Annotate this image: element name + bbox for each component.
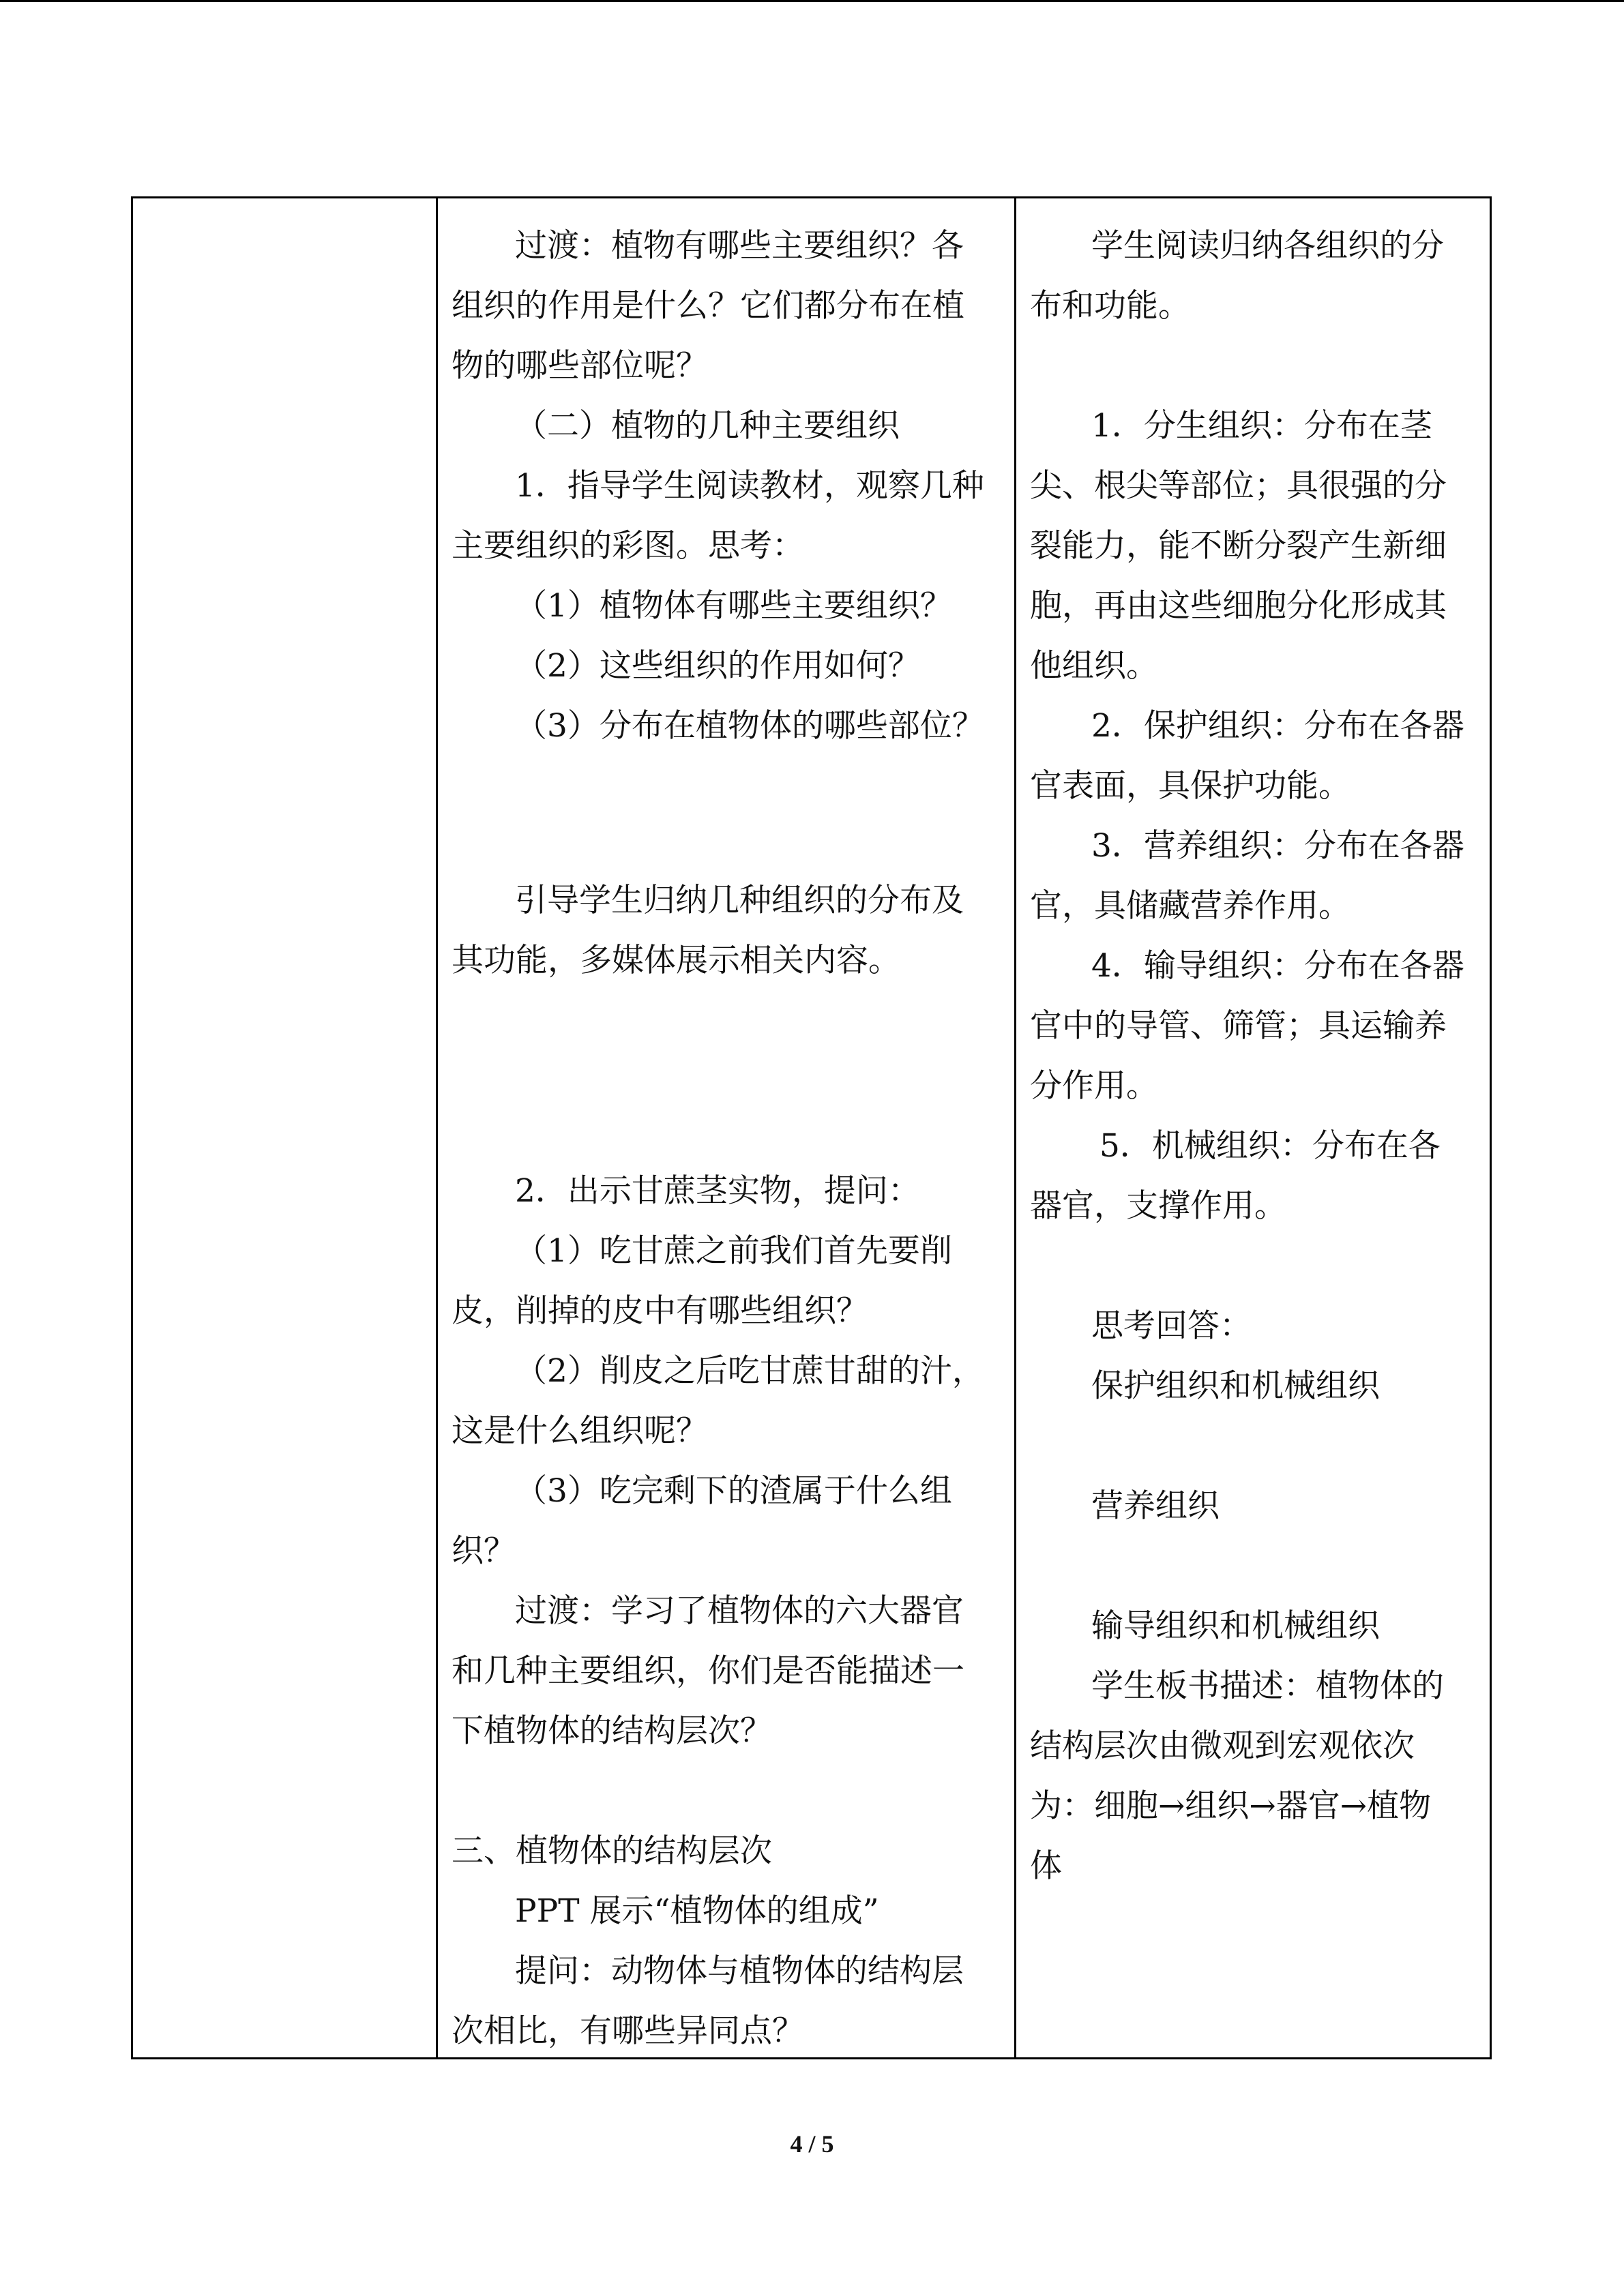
- teacher-line: 过渡：植物有哪些主要组织？各: [515, 227, 964, 265]
- student-line: 分作用。: [1030, 1067, 1158, 1105]
- student-line: 2．保护组织：分布在各器: [1091, 707, 1464, 745]
- page-top-border: [0, 0, 1624, 2]
- teacher-line: 织？: [452, 1532, 516, 1570]
- student-line: 他组织。: [1030, 647, 1158, 685]
- teacher-line: 下植物体的结构层次？: [452, 1712, 772, 1750]
- lesson-plan-table: [131, 196, 1492, 2059]
- student-line: 为：细胞→组织→器官→植物: [1030, 1787, 1432, 1825]
- student-line: 器官，支撑作用。: [1030, 1187, 1286, 1225]
- student-line: 5．机械组织：分布在各: [1099, 1127, 1441, 1165]
- teacher-line: 组织的作用是什么？它们都分布在植: [452, 287, 964, 325]
- teacher-line: 1．指导学生阅读教材，观察几种: [515, 467, 984, 505]
- teacher-line: 三、植物体的结构层次: [452, 1832, 772, 1870]
- student-line: 4．输导组织：分布在各器: [1091, 947, 1464, 985]
- student-line: 学生阅读归纳各组织的分: [1091, 227, 1444, 265]
- teacher-line: （3）吃完剩下的渣属于什么组: [515, 1472, 952, 1510]
- teacher-line: 次相比，有哪些异同点？: [452, 2012, 804, 2050]
- student-line: 胞，再由这些细胞分化形成其: [1030, 587, 1447, 625]
- student-line: 保护组织和机械组织: [1091, 1367, 1380, 1405]
- teacher-line: 引导学生归纳几种组织的分布及: [515, 882, 964, 919]
- teacher-line: （3）分布在植物体的哪些部位？: [515, 707, 984, 745]
- student-line: 3．营养组织：分布在各器: [1091, 827, 1464, 865]
- teacher-line: 2．出示甘蔗茎实物，提问：: [515, 1172, 920, 1210]
- teacher-line: （1）植物体有哪些主要组织？: [515, 587, 952, 625]
- teacher-line: 主要组织的彩图。思考：: [452, 527, 804, 565]
- student-line: 1．分生组织：分布在茎: [1091, 407, 1432, 445]
- teacher-line: 和几种主要组织，你们是否能描述一: [452, 1652, 964, 1690]
- student-line: 官中的导管、筛管；具运输养: [1030, 1007, 1447, 1045]
- teacher-line: 这是什么组织呢？: [452, 1412, 708, 1450]
- teacher-line: （1）吃甘蔗之前我们首先要削: [515, 1232, 952, 1270]
- student-line: 输导组织和机械组织: [1091, 1607, 1380, 1645]
- teacher-line: PPT 展示“植物体的组成”: [515, 1892, 879, 1930]
- page-number: 4 / 5: [790, 2130, 834, 2158]
- student-line: 裂能力，能不断分裂产生新细: [1030, 527, 1447, 565]
- teacher-line: 提问：动物体与植物体的结构层: [515, 1952, 964, 1990]
- teacher-line: （二）植物的几种主要组织: [515, 407, 900, 445]
- student-line: 结构层次由微观到宏观依次: [1030, 1727, 1415, 1765]
- teacher-line: 其功能，多媒体展示相关内容。: [452, 942, 900, 979]
- student-line: 布和功能。: [1030, 287, 1190, 325]
- student-line: 学生板书描述：植物体的: [1091, 1667, 1444, 1705]
- student-activity-column: [1016, 198, 1490, 2057]
- student-line: 营养组织: [1091, 1487, 1220, 1525]
- teaching-stage-column: [133, 198, 438, 2057]
- teacher-line: （2）削皮之后吃甘蔗甘甜的汁，: [515, 1352, 984, 1390]
- student-line: 官表面，具保护功能。: [1030, 767, 1350, 805]
- teacher-line: 过渡：学习了植物体的六大器官: [515, 1592, 964, 1630]
- teacher-line: （2）这些组织的作用如何？: [515, 647, 920, 685]
- student-line: 尖、根尖等部位；具很强的分: [1030, 467, 1447, 505]
- student-line: 官，具储藏营养作用。: [1030, 887, 1350, 925]
- teacher-activity-column: [438, 198, 1016, 2057]
- student-line: 思考回答：: [1091, 1307, 1252, 1345]
- teacher-line: 物的哪些部位呢？: [452, 347, 708, 385]
- teacher-line: 皮，削掉的皮中有哪些组织？: [452, 1292, 868, 1330]
- student-line: 体: [1030, 1847, 1062, 1885]
